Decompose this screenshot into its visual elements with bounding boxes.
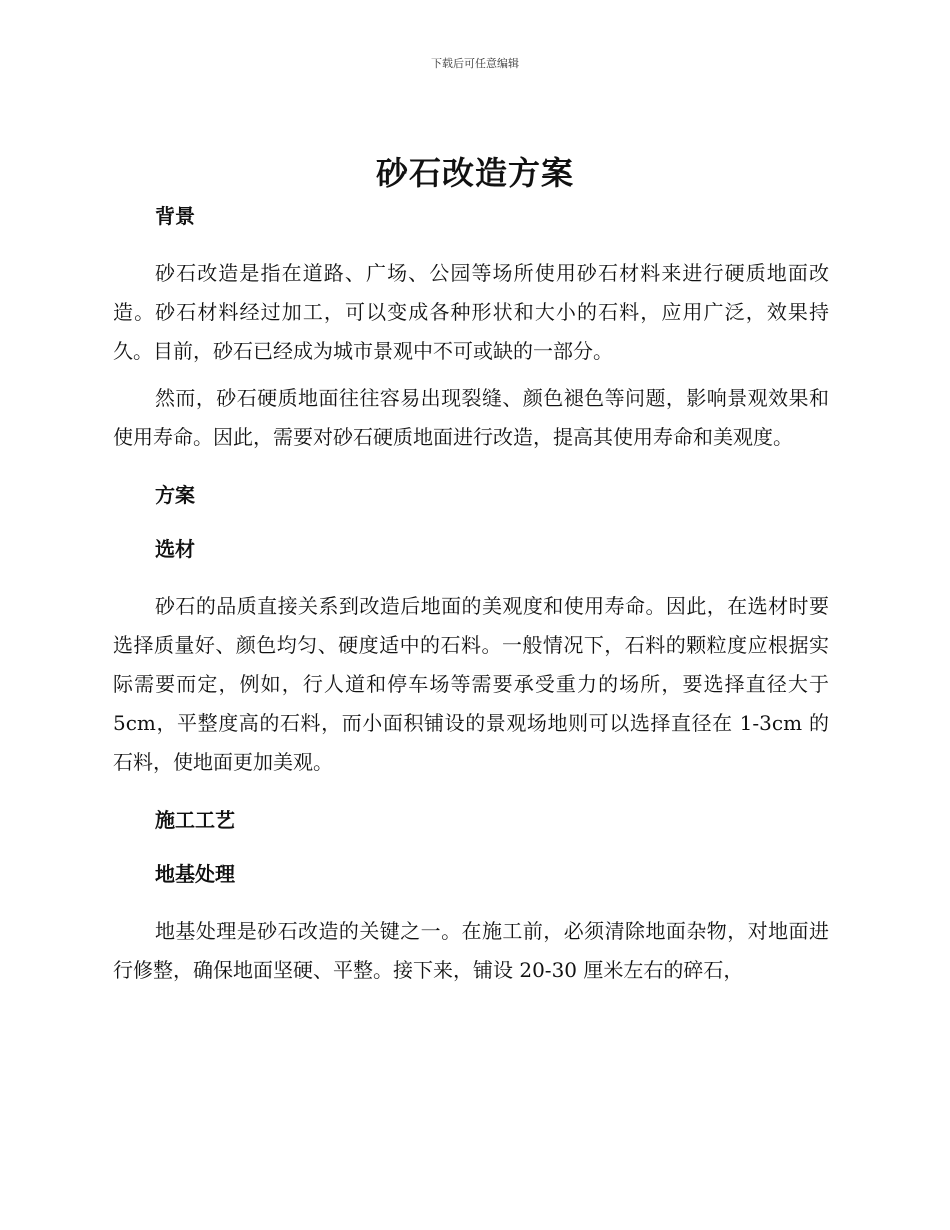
paragraph-foundation-1: 地基处理是砂石改造的关键之一。在施工前，必须清除地面杂物，对地面进行修整，确保地面坚硬、平整。接下来，铺设 20-30 厘米左右的碎石， (113, 919, 829, 982)
section-heading-foundation: 地基处理 (155, 862, 235, 886)
header-note: 下载后可任意编辑 (431, 57, 519, 70)
section-heading-plan: 方案 (155, 483, 195, 507)
paragraph-material-1: 砂石的品质直接关系到改造后地面的美观度和使用寿命。因此，在选材时要选择质量好、颜色均匀、硬度适中的石料。一般情况下，石料的颗粒度应根据实际需要而定，例如，行人道和停车场等需要承受重力的场所，要选择直径大于 5cm，平整度高的石料，而小面积铺设的景观场地则可以选择直径在 1-3cm 的石料，使地面更加美观。 (113, 594, 829, 774)
document-body (113, 200, 829, 990)
section-heading-background: 背景 (155, 204, 195, 228)
paragraph-background-1: 砂石改造是指在道路、广场、公园等场所使用砂石材料来进行硬质地面改造。砂石材料经过加工，可以变成各种形状和大小的石料，应用广泛，效果持久。目前，砂石已经成为城市景观中不可或缺的一部分。 (113, 261, 829, 363)
section-heading-material: 选材 (155, 537, 195, 561)
document-title: 砂石改造方案 (375, 154, 574, 192)
section-heading-construction: 施工工艺 (155, 808, 235, 832)
paragraph-background-2: 然而，砂石硬质地面往往容易出现裂缝、颜色褪色等问题，影响景观效果和使用寿命。因此，需要对砂石硬质地面进行改造，提高其使用寿命和美观度。 (113, 386, 829, 449)
